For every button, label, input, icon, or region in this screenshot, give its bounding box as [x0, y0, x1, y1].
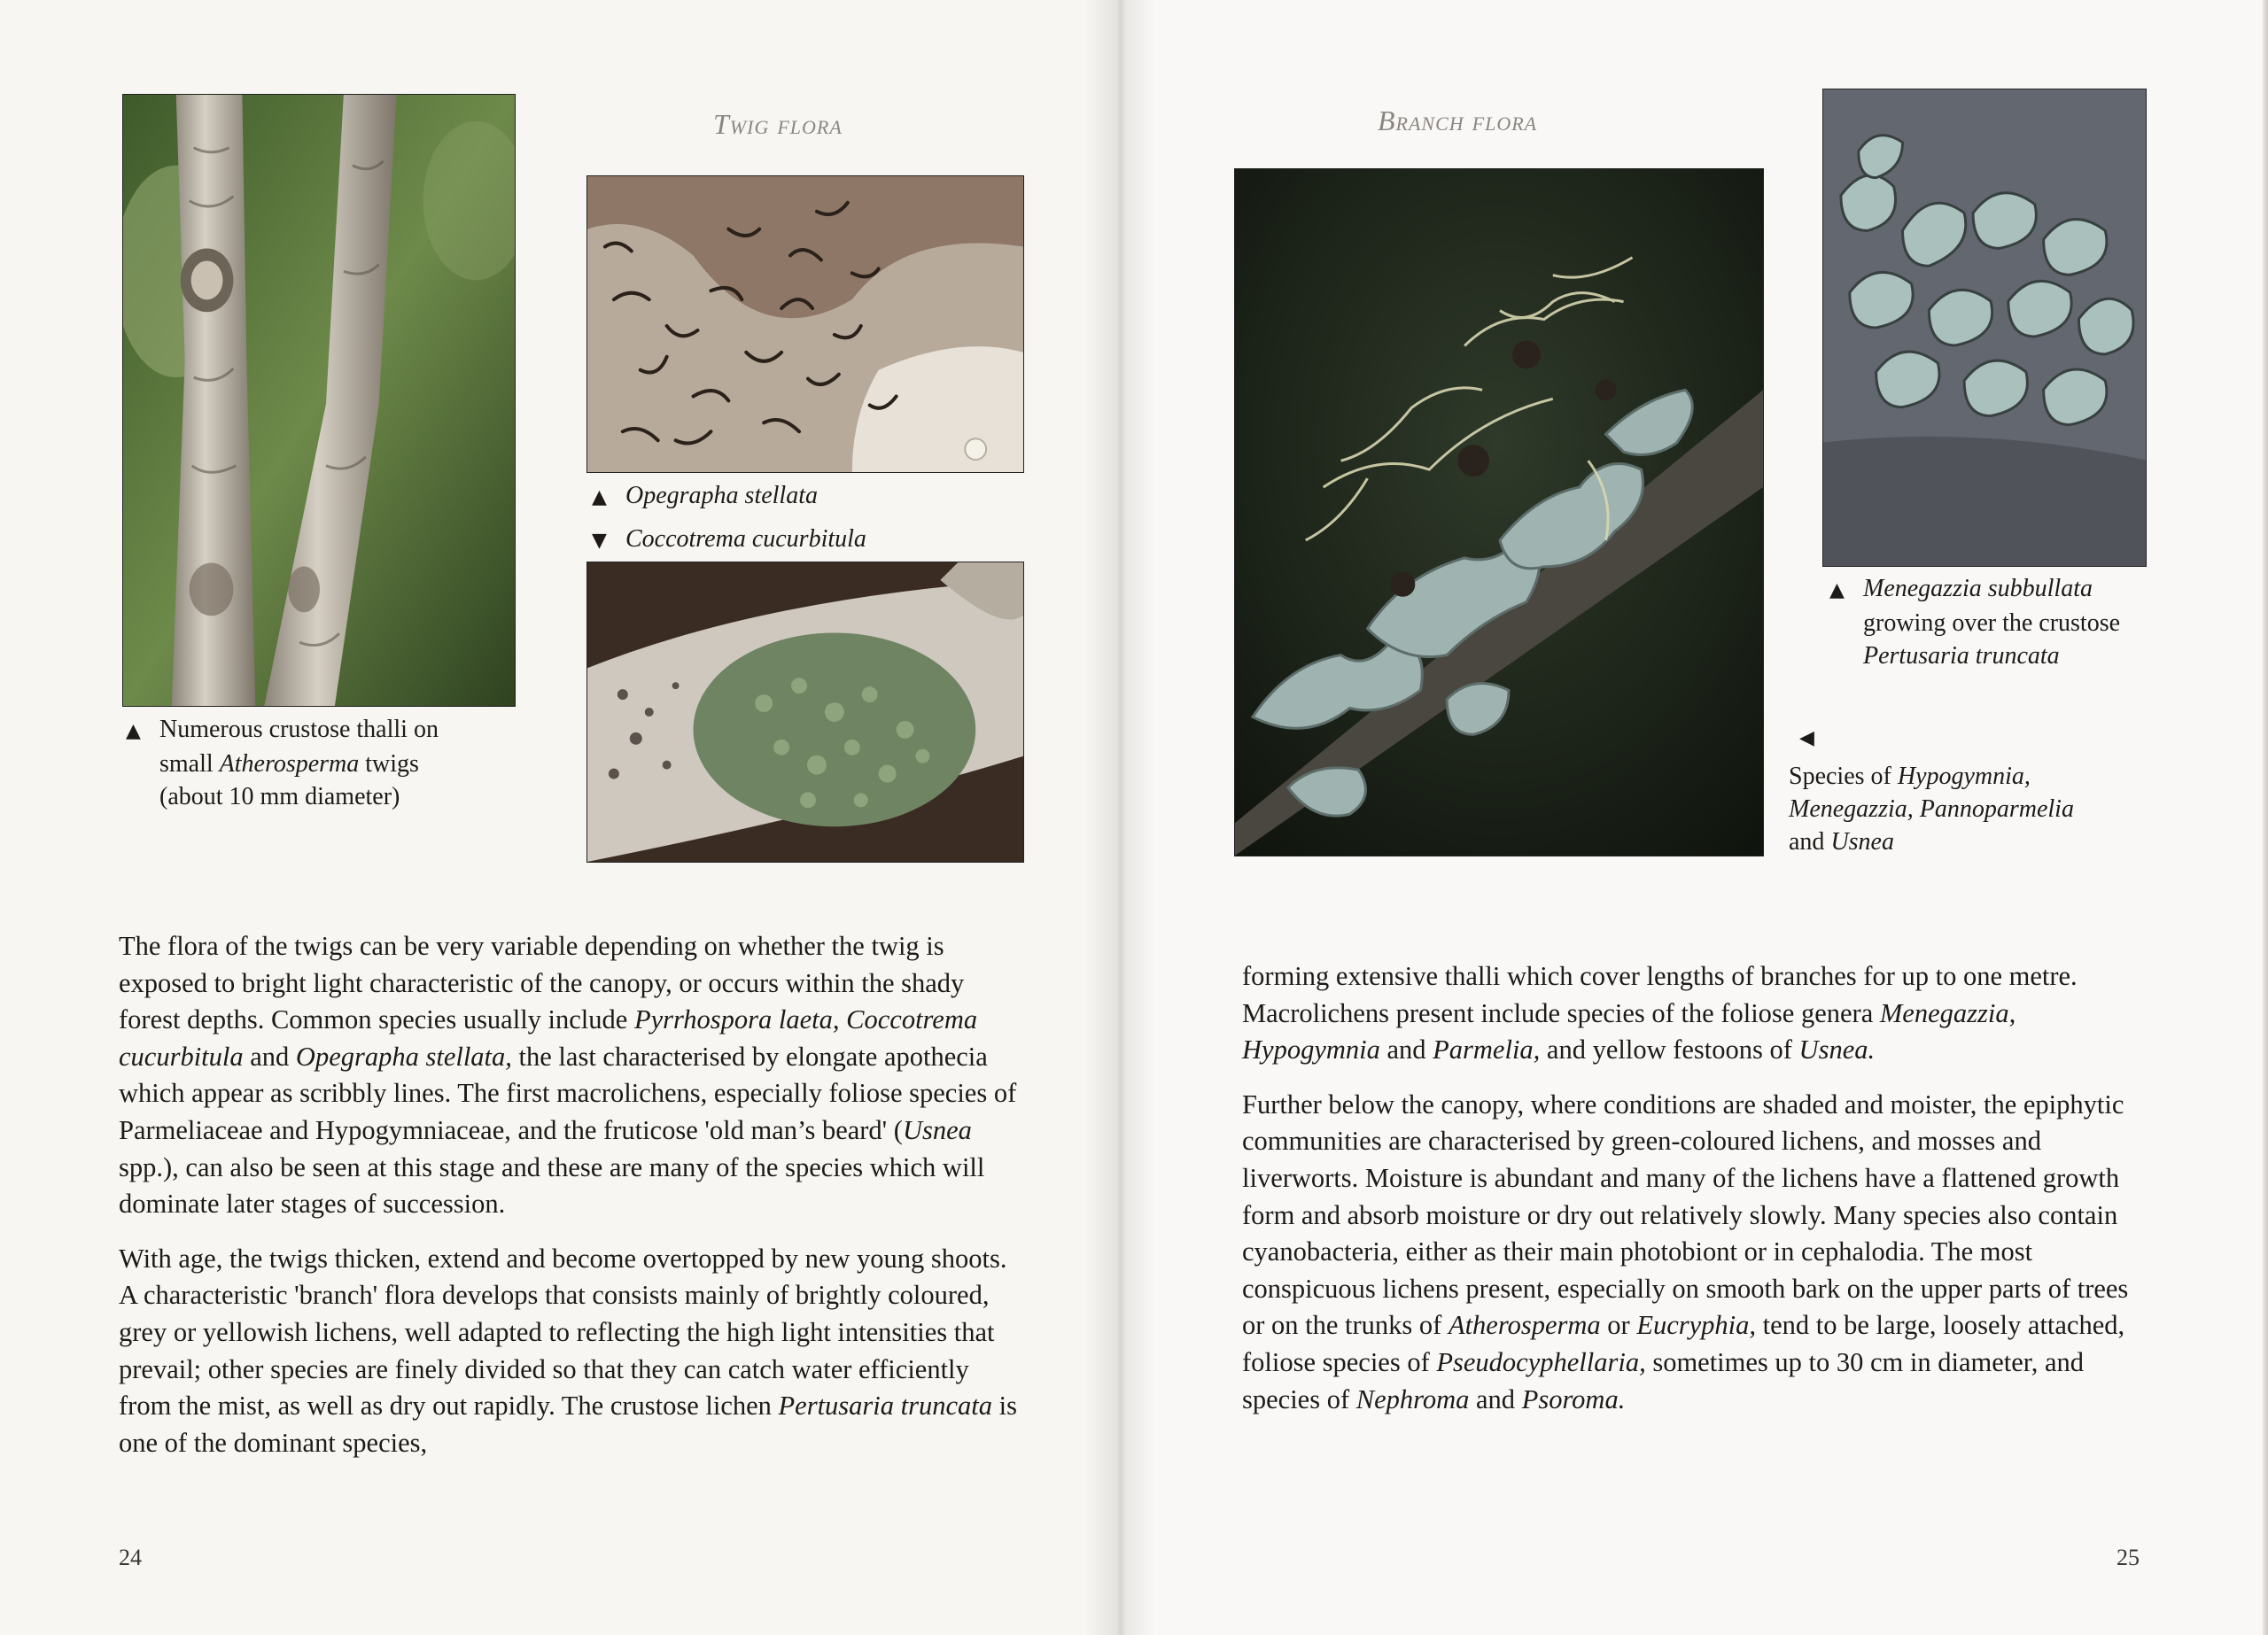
up-arrow-icon: ▲	[592, 486, 607, 508]
right-page	[1121, 0, 2268, 1635]
left-body-text	[119, 928, 1019, 1479]
text-run: tend to be large, loosely attached, foliose species of	[1242, 1310, 2125, 1377]
species-name: Usnea	[902, 1114, 972, 1145]
caption-twigs-line2-italic: Atherosperma	[219, 750, 360, 778]
species-name: Psoroma.	[1521, 1383, 1626, 1414]
left-arrow-icon: ◀	[1799, 727, 1814, 749]
page-edge	[2263, 0, 2268, 1635]
caption-twigs	[126, 713, 542, 813]
caption-coccotrema-name: Coccotrema cucurbitula	[625, 525, 866, 553]
left-paragraph-2	[119, 1241, 1019, 1462]
text-run: and	[1379, 1034, 1433, 1065]
photo-opegrapha-stellata	[586, 175, 1024, 473]
text-run: and	[243, 1041, 296, 1072]
species-name: Opegrapha stellata,	[295, 1041, 512, 1072]
page-number-left: 24	[119, 1545, 142, 1570]
text-run: and yellow festoons of	[1540, 1034, 1799, 1065]
text-run: sometimes up to 30 cm in diameter, and species of	[1242, 1346, 2085, 1414]
photo-coccotrema-cucurbitula	[586, 562, 1024, 863]
caption-branch-species	[1789, 722, 2161, 858]
species-name: Usnea.	[1798, 1034, 1876, 1065]
caption-species-and: and	[1789, 828, 1831, 856]
text-run: the last characterised by elongate apothecia which appear as scribbly lines. The first macrolichens, especially foliose species of Parmeliaceae and Hypogymniaceae, and the fruticose 'old man’s beard' (	[119, 1041, 1017, 1145]
text-run: is one of the dominant species,	[119, 1391, 1017, 1458]
photo-atherosperma-twigs	[122, 94, 516, 707]
caption-twigs-line2-post: twigs	[359, 750, 419, 778]
caption-menegazzia-line3: Pertusaria truncata	[1863, 642, 2060, 670]
text-run: and	[1469, 1383, 1522, 1414]
menegazzia-image	[1823, 89, 2146, 566]
coccotrema-image	[587, 562, 1023, 862]
species-name: Pertusaria truncata	[778, 1391, 993, 1422]
right-paragraph-1	[1242, 958, 2137, 1069]
text-run: With age, the twigs thicken, extend and become overtopped by new young shoots. A characteristic 'branch' flora develops that consists mainly of brightly coloured, grey or yellowish lichens, well adapted to reflecting the high light intensities that prevail; other species are finely divided so that they can catch water efficiently from the mist, as well as dry out rapidly. The crustose lichen	[119, 1243, 1007, 1422]
down-arrow-icon: ▼	[592, 530, 607, 552]
caption-species-genus-1: Hypogymnia,	[1897, 763, 2031, 790]
caption-menegazzia	[1829, 572, 2184, 672]
text-run: forming extensive thalli which cover lengths of branches for up to one metre. Macrolichens present include species of the foliose genera	[1242, 961, 2078, 1028]
caption-opegrapha-name: Opegrapha stellata	[625, 482, 818, 509]
section-heading-twig-flora: Twig flora	[713, 108, 843, 140]
species-name: Pyrrhospora laeta, Coccotrema cucurbitula	[119, 1004, 978, 1072]
text-run: or	[1600, 1310, 1637, 1341]
photo-branch-lichens	[1234, 168, 1764, 856]
section-heading-branch-flora: Branch flora	[1378, 105, 1538, 136]
text-run: spp.), can also be seen at this stage and these are many of the species which will dominate later stages of succession.	[119, 1151, 985, 1220]
caption-menegazzia-line2: growing over the crustose	[1863, 609, 2121, 637]
right-paragraph-2	[1242, 1087, 2137, 1418]
right-body-text	[1242, 958, 2137, 1436]
caption-species-genus-3: Usnea	[1830, 828, 1894, 856]
text-run: The flora of the twigs can be very variable depending on whether the twig is exposed to bright light characteristic of the canopy, or occurs within the shady forest depths. Common species usually include	[119, 931, 965, 1035]
caption-twigs-line2-pre: small	[159, 750, 220, 778]
species-name: Eucryphia,	[1636, 1310, 1756, 1341]
species-name: Parmelia,	[1433, 1034, 1541, 1065]
left-paragraph-1	[119, 928, 1019, 1223]
caption-coccotrema	[592, 523, 866, 557]
caption-twigs-line3: (about 10 mm diameter)	[159, 783, 400, 810]
branch-lichens-image	[1235, 169, 1763, 856]
twigs-image	[123, 95, 515, 706]
left-page	[0, 0, 1121, 1635]
species-name: Pseudocyphellaria,	[1436, 1346, 1646, 1377]
caption-opegrapha	[592, 479, 818, 514]
caption-species-genus-2: Menegazzia, Pannoparmelia	[1789, 795, 2074, 823]
caption-twigs-line1: Numerous crustose thalli on	[159, 716, 439, 743]
species-name: Atherosperma	[1448, 1310, 1601, 1341]
caption-species-pre: Species of	[1789, 763, 1898, 790]
caption-menegazzia-name: Menegazzia subbullata	[1863, 575, 2093, 602]
opegrapha-image	[587, 176, 1023, 472]
up-arrow-icon: ▲	[126, 720, 141, 742]
species-name: Nephroma	[1355, 1383, 1470, 1414]
page-number-right: 25	[2117, 1545, 2140, 1570]
text-run: Further below the canopy, where conditions are shaded and moister, the epiphytic communities are characterised by green-coloured lichens, and mosses and liverworts. Moisture is abundant and many of the lichens have a flattened growth form and absorb moisture or dry out relatively slowly. Many species also contain cyanobacteria, either as their main photobiont or in cephalodia. The most conspicuous lichens present, especially on smooth bark on the upper parts of trees or on the trunks of	[1242, 1089, 2129, 1341]
up-arrow-icon: ▲	[1829, 579, 1845, 601]
species-name: Menegazzia, Hypogymnia	[1242, 997, 2016, 1065]
photo-menegazzia-subbullata	[1822, 89, 2147, 567]
